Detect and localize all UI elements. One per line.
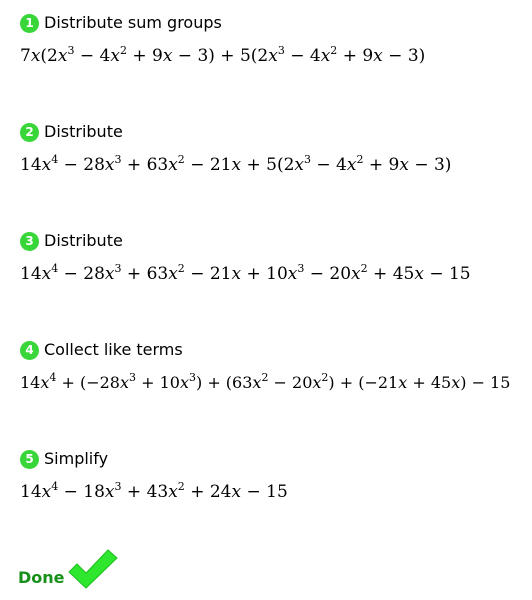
step-label: Collect like terms <box>44 340 183 359</box>
done-label: Done <box>18 568 65 587</box>
step-header <box>20 448 530 470</box>
step-header <box>20 230 530 252</box>
step-label: Distribute sum groups <box>44 13 222 32</box>
step-3-expression: $14x^4 - 28x^3 + 63x^2 - 21x + 10x^3 - 20x^2 + 45x - 15$ <box>20 262 471 284</box>
step-5 <box>20 448 530 502</box>
step-label: Simplify <box>44 449 109 468</box>
step-2 <box>20 121 530 175</box>
step-label: Distribute <box>44 231 123 250</box>
step-5-expression: $14x^4 - 18x^3 + 43x^2 + 24x - 15$ <box>20 480 288 502</box>
step-4 <box>20 339 530 392</box>
step-2-expression: $14x^4 - 28x^3 + 63x^2 - 21x + 5(2x^3 - 4x^2 + 9x - 3)$ <box>20 153 452 175</box>
step-4-expression: $14x^4 + (-28x^3 + 10x^3) + (63x^2 - 20x^2) + (-21x + 45x) - 15$ <box>20 371 511 392</box>
step-header <box>20 121 530 143</box>
step-1-expression: $7x(2x^3 - 4x^2 + 9x - 3) + 5(2x^3 - 4x^2 + 9x - 3)$ <box>20 44 426 66</box>
step-header <box>20 339 530 361</box>
step-number-badge: 5 <box>20 450 39 469</box>
step-number-badge: 1 <box>20 14 39 33</box>
step-1 <box>20 12 530 66</box>
step-3 <box>20 230 530 284</box>
step-number-badge: 3 <box>20 232 39 251</box>
step-number-badge: 2 <box>20 123 39 142</box>
done-indicator <box>18 548 119 590</box>
step-number-badge: 4 <box>20 341 39 360</box>
check-mark-icon <box>67 548 119 590</box>
step-label: Distribute <box>44 122 123 141</box>
step-header <box>20 12 530 34</box>
